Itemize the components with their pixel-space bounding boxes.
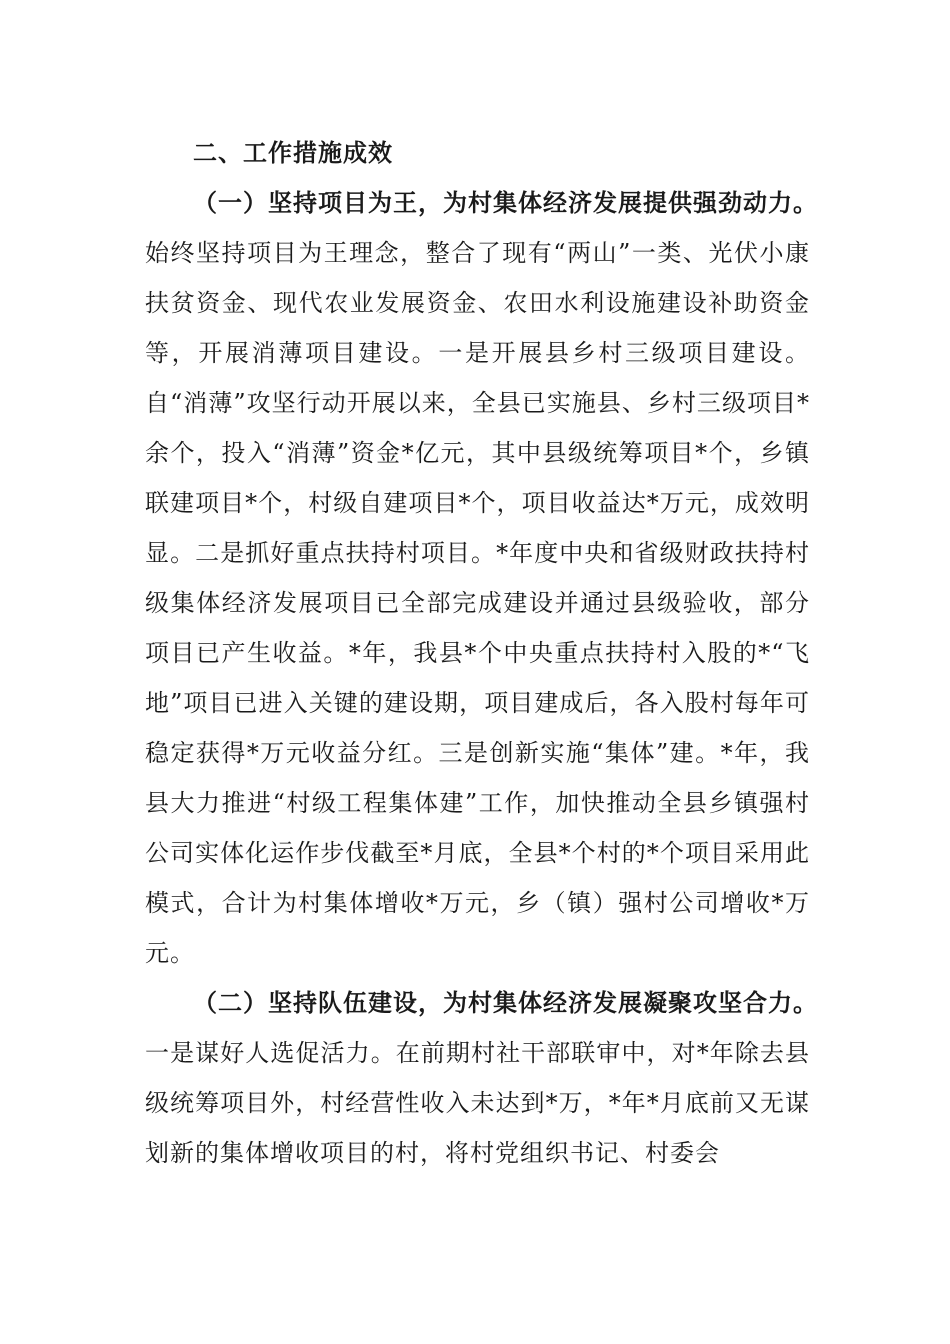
paragraph xyxy=(145,178,818,978)
paragraph-subheading: （一）坚持项目为王，为村集体经济发展提供强劲动力。 xyxy=(193,188,818,217)
paragraph-body: 始终坚持项目为王理念，整合了现有“两山”一类、光伏小康扶贫资金、现代农业发展资金、农田水利设施建设补助资金等，开展消薄项目建设。一是开展县乡村三级项目建设。自“消薄”攻坚行动开展以来，全县已实施县、乡村三级项目*余个，投入“消薄”资金*亿元，其中县级统筹项目*个，乡镇联建项目*个，村级自建项目*个，项目收益达*万元，成效明显。二是抓好重点扶持村项目。*年度中央和省级财政扶持村级集体经济发展项目已全部完成建设并通过县级验收，部分项目已产生收益。*年，我县*个中央重点扶持村入股的*“飞地”项目已进入关键的建设期，项目建成后，各入股村每年可稳定获得*万元收益分红。三是创新实施“集体”建。*年，我县大力推进“村级工程集体建”工作，加快推动全县乡镇强村公司实体化运作步伐截至*月底，全县*个村的*个项目采用此模式，合计为村集体增收*万元，乡（镇）强村公司增收*万元。 xyxy=(145,239,810,967)
paragraph-body: 一是谋好人选促活力。在前期村社干部联审中，对*年除去县级统筹项目外，村经营性收入未达到*万，*年*月底前又无谋划新的集体增收项目的村，将村党组织书记、村委会 xyxy=(145,1039,810,1167)
paragraph-block-1 xyxy=(145,178,818,978)
paragraph xyxy=(145,978,818,1178)
section-heading: 二、工作措施成效 xyxy=(193,138,393,167)
paragraph-subheading: （二）坚持队伍建设，为村集体经济发展凝聚攻坚合力。 xyxy=(193,988,818,1017)
paragraph-block-2 xyxy=(145,978,818,1178)
